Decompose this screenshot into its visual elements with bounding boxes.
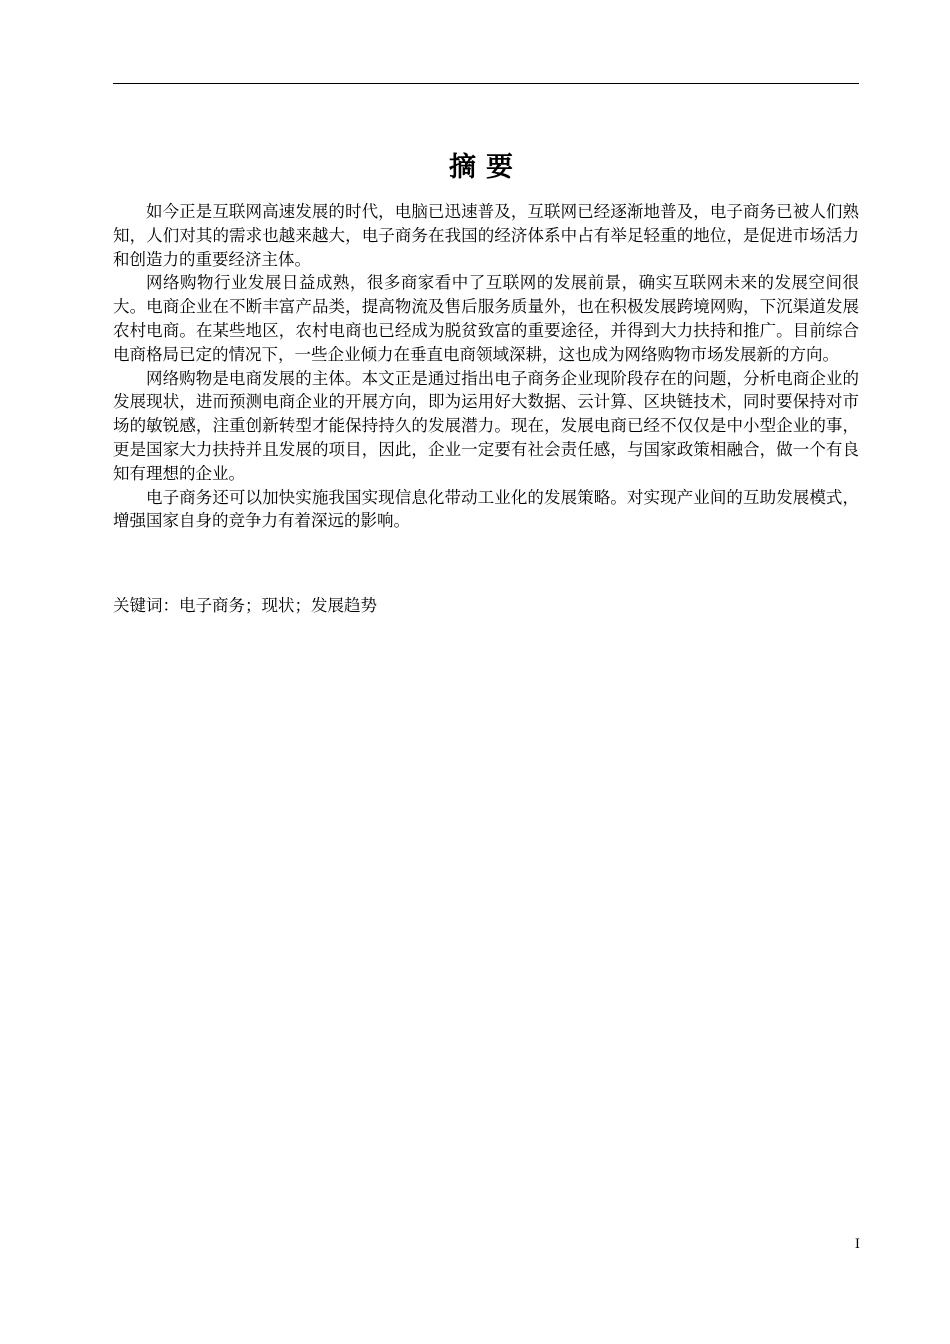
- keywords-label: 关键词：: [113, 596, 179, 615]
- abstract-body: [113, 200, 859, 533]
- keywords-line: [113, 594, 859, 618]
- header-rule: [113, 83, 859, 84]
- abstract-paragraph-2: 网络购物行业发展日益成熟，很多商家看中了互联网的发展前景，确实互联网未来的发展空间很大。电商企业在不断丰富产品类，提高物流及售后服务质量外，也在积极发展跨境网购，下沉渠道发展农村电商。在某些地区，农村电商也已经成为脱贫致富的重要途径，并得到大力扶持和推广。目前综合电商格局已定的情况下，一些企业倾力在垂直电商领域深耕，这也成为网络购物市场发展新的方向。: [113, 273, 859, 364]
- abstract-paragraph-1: 如今正是互联网高速发展的时代，电脑已迅速普及，互联网已经逐渐地普及，电子商务已被人们熟知，人们对其的需求也越来越大，电子商务在我国的经济体系中占有举足轻重的地位，是促进市场活力和创造力的重要经济主体。: [113, 202, 859, 269]
- abstract-title: 摘要: [449, 152, 523, 183]
- keywords-text: 电子商务；现状；发展趋势: [179, 596, 377, 615]
- page-number: I: [854, 1237, 860, 1252]
- abstract-paragraph-3: 网络购物是电商发展的主体。本文正是通过指出电子商务企业现阶段存在的问题，分析电商企业的发展现状，进而预测电商企业的开展方向，即为运用好大数据、云计算、区块链技术，同时要保持对市场的敏锐感，注重创新转型才能保持持久的发展潜力。现在，发展电商已经不仅仅是中小型企业的事，更是国家大力扶持并且发展的项目，因此，企业一定要有社会责任感，与国家政策相融合，做一个有良知有理想的企业。: [113, 368, 859, 483]
- abstract-paragraph-4: 电子商务还可以加快实施我国实现信息化带动工业化的发展策略。对实现产业间的互助发展模式，增强国家自身的竞争力有着深远的影响。: [113, 487, 859, 531]
